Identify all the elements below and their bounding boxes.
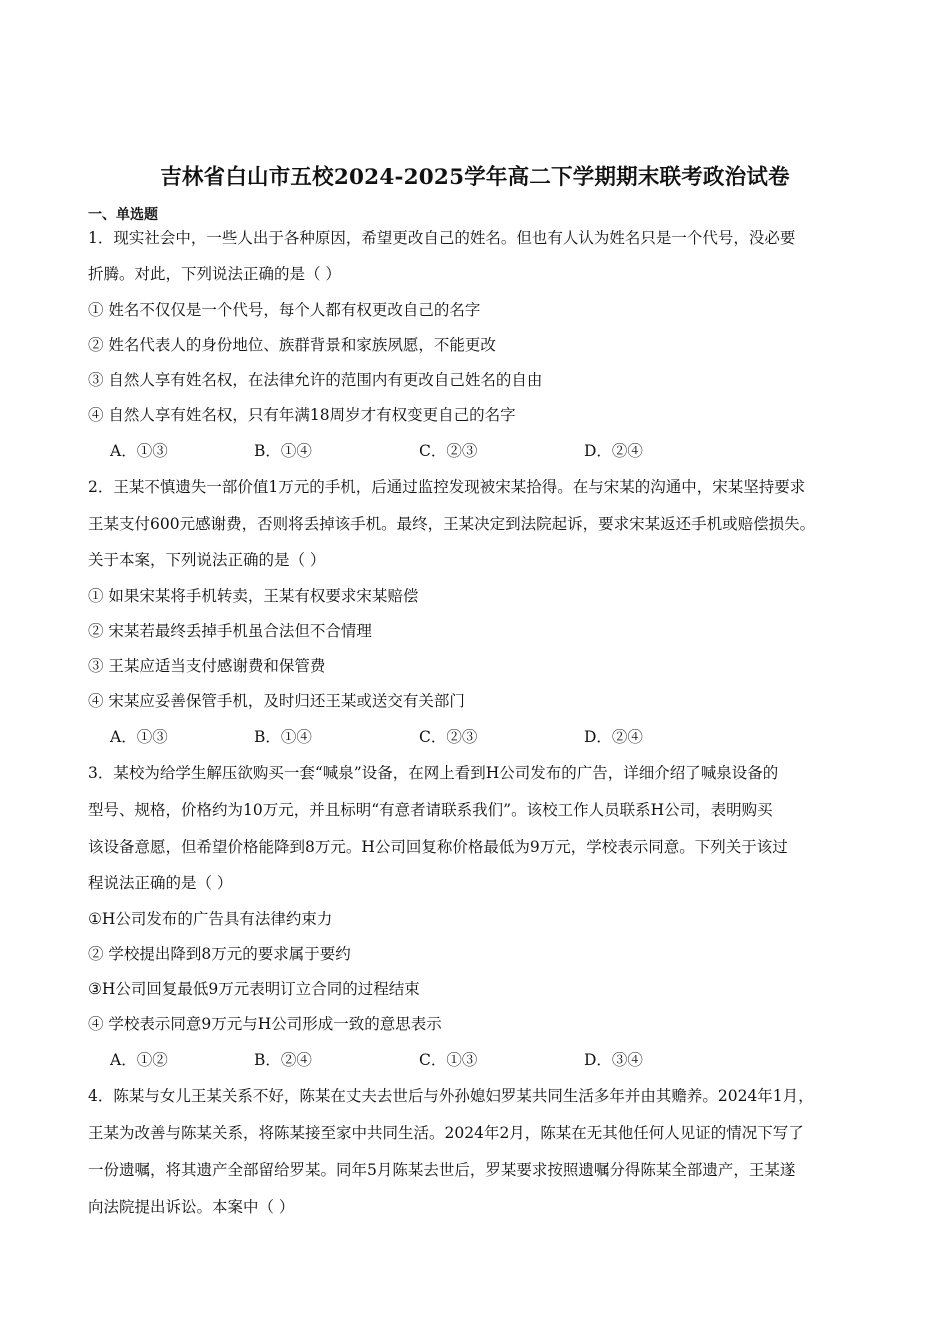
q3-stem-line3: 该设备意愿，但希望价格能降到8万元。H公司回复称价格最低为9万元，学校表示同意。下列关于该过 — [88, 838, 788, 856]
q2-stem-line1: 2．王某不慎遗失一部价值1万元的手机，后通过监控发现被宋某拾得。在与宋某的沟通中，宋某坚持要求 — [88, 478, 806, 496]
q2-stem-line2: 王某支付600元感谢费，否则将丢掉该手机。最终，王某决定到法院起诉，要求宋某返还手机或赔偿损失。 — [88, 515, 816, 533]
q3-option-c[interactable]: C．①③ — [419, 1051, 478, 1069]
q2-statement-1: ① 如果宋某将手机转卖，王某有权要求宋某赔偿 — [88, 587, 419, 605]
q3-option-b[interactable]: B．②④ — [254, 1051, 312, 1069]
q3-statement-3: ③H公司回复最低9万元表明订立合同的过程结束 — [88, 980, 420, 998]
q1-option-c[interactable]: C．②③ — [419, 442, 478, 460]
q3-option-d[interactable]: D．③④ — [584, 1051, 643, 1069]
q1-statement-2: ② 姓名代表人的身份地位、族群背景和家族夙愿，不能更改 — [88, 336, 496, 354]
q2-option-a[interactable]: A．①③ — [110, 728, 168, 746]
q3-statement-4: ④ 学校表示同意9万元与H公司形成一致的意思表示 — [88, 1015, 442, 1033]
q2-options — [110, 727, 710, 747]
q2-statement-3: ③ 王某应适当支付感谢费和保管费 — [88, 657, 326, 675]
q1-option-d[interactable]: D．②④ — [584, 442, 643, 460]
q1-statement-3: ③ 自然人享有姓名权，在法律允许的范围内有更改自己姓名的自由 — [88, 371, 543, 389]
q1-statement-4: ④ 自然人享有姓名权，只有年满18周岁才有权变更自己的名字 — [88, 406, 516, 424]
page-title: 吉林省白山市五校2024-2025学年高二下学期期末联考政治试卷 — [160, 165, 790, 190]
q3-statement-2: ② 学校提出降到8万元的要求属于要约 — [88, 945, 351, 963]
q1-stem-line2: 折腾。对此，下列说法正确的是（ ） — [88, 265, 341, 283]
q3-statement-1: ①H公司发布的广告具有法律约束力 — [88, 910, 333, 928]
q2-option-c[interactable]: C．②③ — [419, 728, 478, 746]
q3-stem-line2: 型号、规格，价格约为10万元，并且标明“有意者请联系我们”。该校工作人员联系H公司，表明购买 — [88, 801, 773, 819]
q1-options — [110, 441, 710, 461]
q4-stem-line3: 一份遗嘱，将其遗产全部留给罗某。同年5月陈某去世后，罗某要求按照遗嘱分得陈某全部遗产，王某遂 — [88, 1161, 796, 1179]
q1-option-b[interactable]: B．①④ — [254, 442, 312, 460]
q4-stem-line1: 4．陈某与女儿王某关系不好，陈某在丈夫去世后与外孙媳妇罗某共同生活多年并由其赡养。2024年1月， — [88, 1087, 814, 1105]
q3-options — [110, 1050, 710, 1070]
q3-stem-line4: 程说法正确的是（ ） — [88, 874, 233, 892]
q1-option-a[interactable]: A．①③ — [110, 442, 168, 460]
q2-option-b[interactable]: B．①④ — [254, 728, 312, 746]
q4-stem-line4: 向法院提出诉讼。本案中（ ） — [88, 1198, 295, 1216]
q1-statement-1: ① 姓名不仅仅是一个代号，每个人都有权更改自己的名字 — [88, 301, 481, 319]
section-heading: 一、单选题 — [88, 207, 158, 223]
q3-option-a[interactable]: A．①② — [110, 1051, 168, 1069]
q2-statement-4: ④ 宋某应妥善保管手机，及时归还王某或送交有关部门 — [88, 692, 465, 710]
q3-stem-line1: 3．某校为给学生解压欲购买一套“喊泉”设备，在网上看到H公司发布的广告，详细介绍了喊泉设备的 — [88, 764, 779, 782]
q2-statement-2: ② 宋某若最终丢掉手机虽合法但不合情理 — [88, 622, 372, 640]
q2-option-d[interactable]: D．②④ — [584, 728, 643, 746]
q4-stem-line2: 王某为改善与陈某关系，将陈某接至家中共同生活。2024年2月，陈某在无其他任何人见证的情况下写了 — [88, 1124, 804, 1142]
q1-stem-line1: 1．现实社会中，一些人出于各种原因，希望更改自己的姓名。但也有人认为姓名只是一个代号，没必要 — [88, 229, 796, 247]
q2-stem-line3: 关于本案，下列说法正确的是（ ） — [88, 551, 326, 569]
